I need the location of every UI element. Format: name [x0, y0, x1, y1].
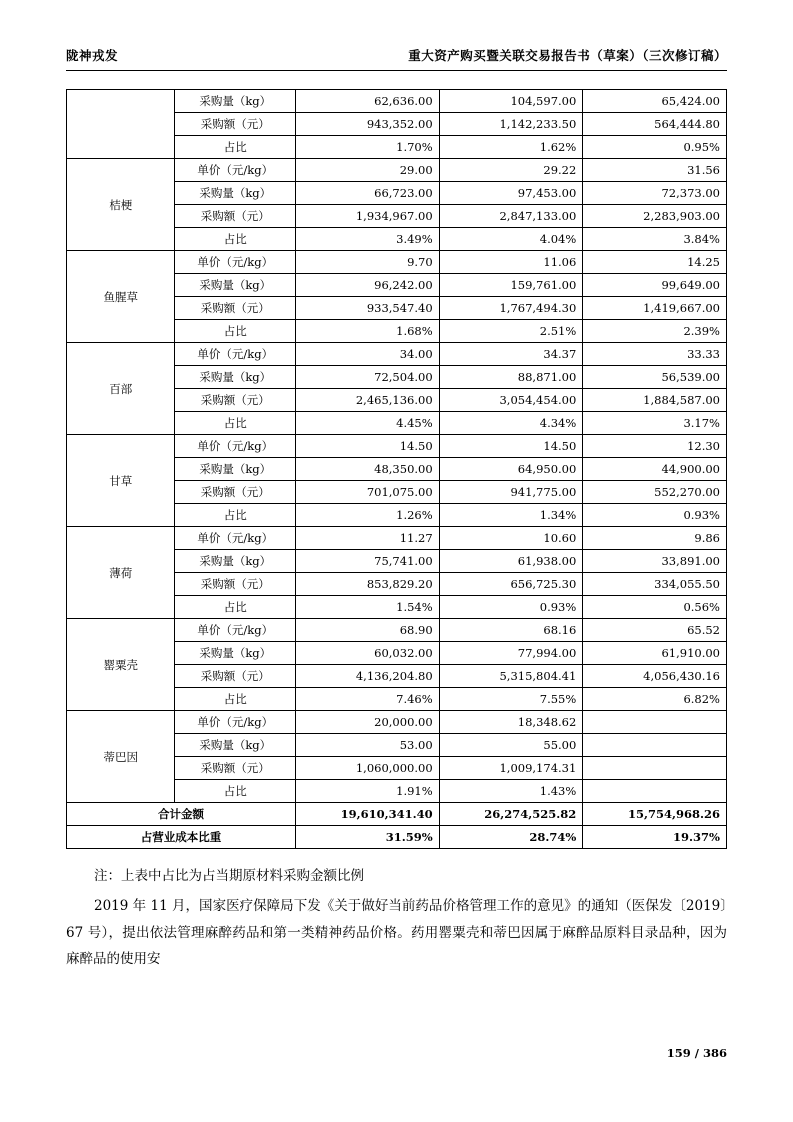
total-value: 31.59%	[296, 826, 440, 849]
value-cell: 11.06	[439, 251, 583, 274]
value-cell: 552,270.00	[583, 481, 727, 504]
value-cell: 61,910.00	[583, 642, 727, 665]
row-label: 采购额（元）	[175, 113, 296, 136]
value-cell: 18,348.62	[439, 711, 583, 734]
row-label: 占比	[175, 596, 296, 619]
value-cell: 55.00	[439, 734, 583, 757]
row-label: 采购额（元）	[175, 389, 296, 412]
row-label: 单价（元/kg）	[175, 159, 296, 182]
row-label: 采购量（kg）	[175, 366, 296, 389]
value-cell: 7.46%	[296, 688, 440, 711]
header-divider	[66, 70, 727, 71]
table-row	[67, 159, 727, 182]
value-cell: 14.50	[296, 435, 440, 458]
value-cell: 72,504.00	[296, 366, 440, 389]
value-cell: 60,032.00	[296, 642, 440, 665]
row-label: 采购量（kg）	[175, 274, 296, 297]
row-label: 采购量（kg）	[175, 182, 296, 205]
value-cell: 564,444.80	[583, 113, 727, 136]
table-note: 注：上表中占比为占当期原材料采购金额比例	[94, 868, 364, 884]
table-row	[67, 90, 727, 113]
value-cell: 2.51%	[439, 320, 583, 343]
total-value: 19,610,341.40	[296, 803, 440, 826]
value-cell	[583, 734, 727, 757]
total-value: 28.74%	[439, 826, 583, 849]
row-label: 占比	[175, 780, 296, 803]
value-cell: 4.34%	[439, 412, 583, 435]
value-cell: 1,009,174.31	[439, 757, 583, 780]
value-cell: 20,000.00	[296, 711, 440, 734]
material-name-cell: 甘草	[67, 435, 175, 527]
value-cell: 159,761.00	[439, 274, 583, 297]
value-cell: 65.52	[583, 619, 727, 642]
value-cell: 1,934,967.00	[296, 205, 440, 228]
value-cell: 88,871.00	[439, 366, 583, 389]
value-cell: 96,242.00	[296, 274, 440, 297]
value-cell: 1.91%	[296, 780, 440, 803]
row-label: 采购额（元）	[175, 205, 296, 228]
table-row-total	[67, 826, 727, 849]
value-cell	[583, 711, 727, 734]
value-cell: 99,649.00	[583, 274, 727, 297]
value-cell: 4.04%	[439, 228, 583, 251]
row-label: 采购额（元）	[175, 757, 296, 780]
body-paragraph: 2019 年 11 月，国家医疗保障局下发《关于做好当前药品价格管理工作的意见》的通知（医保发〔2019〕67 号），提出依法管理麻醉药品和第一类精神药品价格。药用罂粟壳和蒂巴因属于麻醉品原料目录品种，因为麻醉品的使用安	[66, 898, 727, 967]
material-name-cell: 罂粟壳	[67, 619, 175, 711]
table-row	[67, 343, 727, 366]
value-cell: 3,054,454.00	[439, 389, 583, 412]
value-cell: 701,075.00	[296, 481, 440, 504]
row-label: 采购量（kg）	[175, 550, 296, 573]
value-cell: 1,419,667.00	[583, 297, 727, 320]
value-cell: 1,060,000.00	[296, 757, 440, 780]
value-cell: 53.00	[296, 734, 440, 757]
row-label: 占比	[175, 320, 296, 343]
header-company: 陇神戎发	[66, 48, 119, 63]
material-name-cell: 桔梗	[67, 159, 175, 251]
value-cell: 68.16	[439, 619, 583, 642]
row-label: 占比	[175, 228, 296, 251]
total-label: 合计金额	[67, 803, 296, 826]
value-cell	[583, 757, 727, 780]
value-cell: 0.95%	[583, 136, 727, 159]
row-label: 占比	[175, 412, 296, 435]
row-label: 单价（元/kg）	[175, 251, 296, 274]
value-cell: 2,283,903.00	[583, 205, 727, 228]
value-cell: 12.30	[583, 435, 727, 458]
value-cell: 0.93%	[439, 596, 583, 619]
value-cell: 65,424.00	[583, 90, 727, 113]
row-label: 采购额（元）	[175, 665, 296, 688]
value-cell: 14.50	[439, 435, 583, 458]
value-cell: 6.82%	[583, 688, 727, 711]
value-cell: 1,767,494.30	[439, 297, 583, 320]
value-cell: 77,994.00	[439, 642, 583, 665]
value-cell: 48,350.00	[296, 458, 440, 481]
total-label: 占营业成本比重	[67, 826, 296, 849]
value-cell: 4.45%	[296, 412, 440, 435]
value-cell: 1.43%	[439, 780, 583, 803]
value-cell: 0.93%	[583, 504, 727, 527]
row-label: 单价（元/kg）	[175, 527, 296, 550]
value-cell: 1.70%	[296, 136, 440, 159]
value-cell: 11.27	[296, 527, 440, 550]
value-cell: 1.68%	[296, 320, 440, 343]
value-cell: 64,950.00	[439, 458, 583, 481]
value-cell: 0.56%	[583, 596, 727, 619]
table-row	[67, 619, 727, 642]
table-row	[67, 251, 727, 274]
value-cell: 33,891.00	[583, 550, 727, 573]
value-cell: 2,465,136.00	[296, 389, 440, 412]
value-cell: 1.54%	[296, 596, 440, 619]
row-label: 占比	[175, 688, 296, 711]
total-value: 15,754,968.26	[583, 803, 727, 826]
value-cell: 1.34%	[439, 504, 583, 527]
raw-material-purchase-table	[66, 89, 727, 849]
value-cell: 104,597.00	[439, 90, 583, 113]
row-label: 采购量（kg）	[175, 90, 296, 113]
value-cell: 56,539.00	[583, 366, 727, 389]
value-cell	[583, 780, 727, 803]
table-body	[67, 90, 727, 849]
material-name-cell	[67, 90, 175, 159]
header-doc-title: 重大资产购买暨关联交易报告书（草案）（三次修订稿）	[408, 48, 727, 63]
row-label: 采购额（元）	[175, 481, 296, 504]
value-cell: 1,142,233.50	[439, 113, 583, 136]
value-cell: 933,547.40	[296, 297, 440, 320]
value-cell: 72,373.00	[583, 182, 727, 205]
value-cell: 7.55%	[439, 688, 583, 711]
value-cell: 33.33	[583, 343, 727, 366]
value-cell: 29.22	[439, 159, 583, 182]
row-label: 采购量（kg）	[175, 734, 296, 757]
row-label: 采购量（kg）	[175, 642, 296, 665]
value-cell: 3.17%	[583, 412, 727, 435]
material-name-cell: 蒂巴因	[67, 711, 175, 803]
value-cell: 75,741.00	[296, 550, 440, 573]
value-cell: 4,136,204.80	[296, 665, 440, 688]
value-cell: 1,884,587.00	[583, 389, 727, 412]
value-cell: 3.84%	[583, 228, 727, 251]
value-cell: 9.70	[296, 251, 440, 274]
page-number: 159 / 386	[666, 1046, 727, 1060]
value-cell: 10.60	[439, 527, 583, 550]
value-cell: 943,352.00	[296, 113, 440, 136]
page-header	[66, 46, 727, 70]
value-cell: 34.37	[439, 343, 583, 366]
table-row	[67, 435, 727, 458]
table-row	[67, 711, 727, 734]
value-cell: 9.86	[583, 527, 727, 550]
value-cell: 66,723.00	[296, 182, 440, 205]
value-cell: 97,453.00	[439, 182, 583, 205]
value-cell: 14.25	[583, 251, 727, 274]
table-row	[67, 527, 727, 550]
row-label: 单价（元/kg）	[175, 343, 296, 366]
row-label: 采购额（元）	[175, 573, 296, 596]
value-cell: 334,055.50	[583, 573, 727, 596]
table-row-total	[67, 803, 727, 826]
value-cell: 4,056,430.16	[583, 665, 727, 688]
value-cell: 941,775.00	[439, 481, 583, 504]
value-cell: 3.49%	[296, 228, 440, 251]
value-cell: 853,829.20	[296, 573, 440, 596]
material-name-cell: 百部	[67, 343, 175, 435]
row-label: 占比	[175, 504, 296, 527]
value-cell: 656,725.30	[439, 573, 583, 596]
value-cell: 44,900.00	[583, 458, 727, 481]
value-cell: 5,315,804.41	[439, 665, 583, 688]
value-cell: 61,938.00	[439, 550, 583, 573]
value-cell: 2,847,133.00	[439, 205, 583, 228]
value-cell: 1.26%	[296, 504, 440, 527]
row-label: 占比	[175, 136, 296, 159]
row-label: 单价（元/kg）	[175, 711, 296, 734]
value-cell: 1.62%	[439, 136, 583, 159]
total-value: 26,274,525.82	[439, 803, 583, 826]
value-cell: 29.00	[296, 159, 440, 182]
value-cell: 68.90	[296, 619, 440, 642]
value-cell: 2.39%	[583, 320, 727, 343]
row-label: 单价（元/kg）	[175, 435, 296, 458]
value-cell: 62,636.00	[296, 90, 440, 113]
material-name-cell: 薄荷	[67, 527, 175, 619]
row-label: 单价（元/kg）	[175, 619, 296, 642]
total-value: 19.37%	[583, 826, 727, 849]
value-cell: 31.56	[583, 159, 727, 182]
row-label: 采购额（元）	[175, 297, 296, 320]
material-name-cell: 鱼腥草	[67, 251, 175, 343]
value-cell: 34.00	[296, 343, 440, 366]
row-label: 采购量（kg）	[175, 458, 296, 481]
